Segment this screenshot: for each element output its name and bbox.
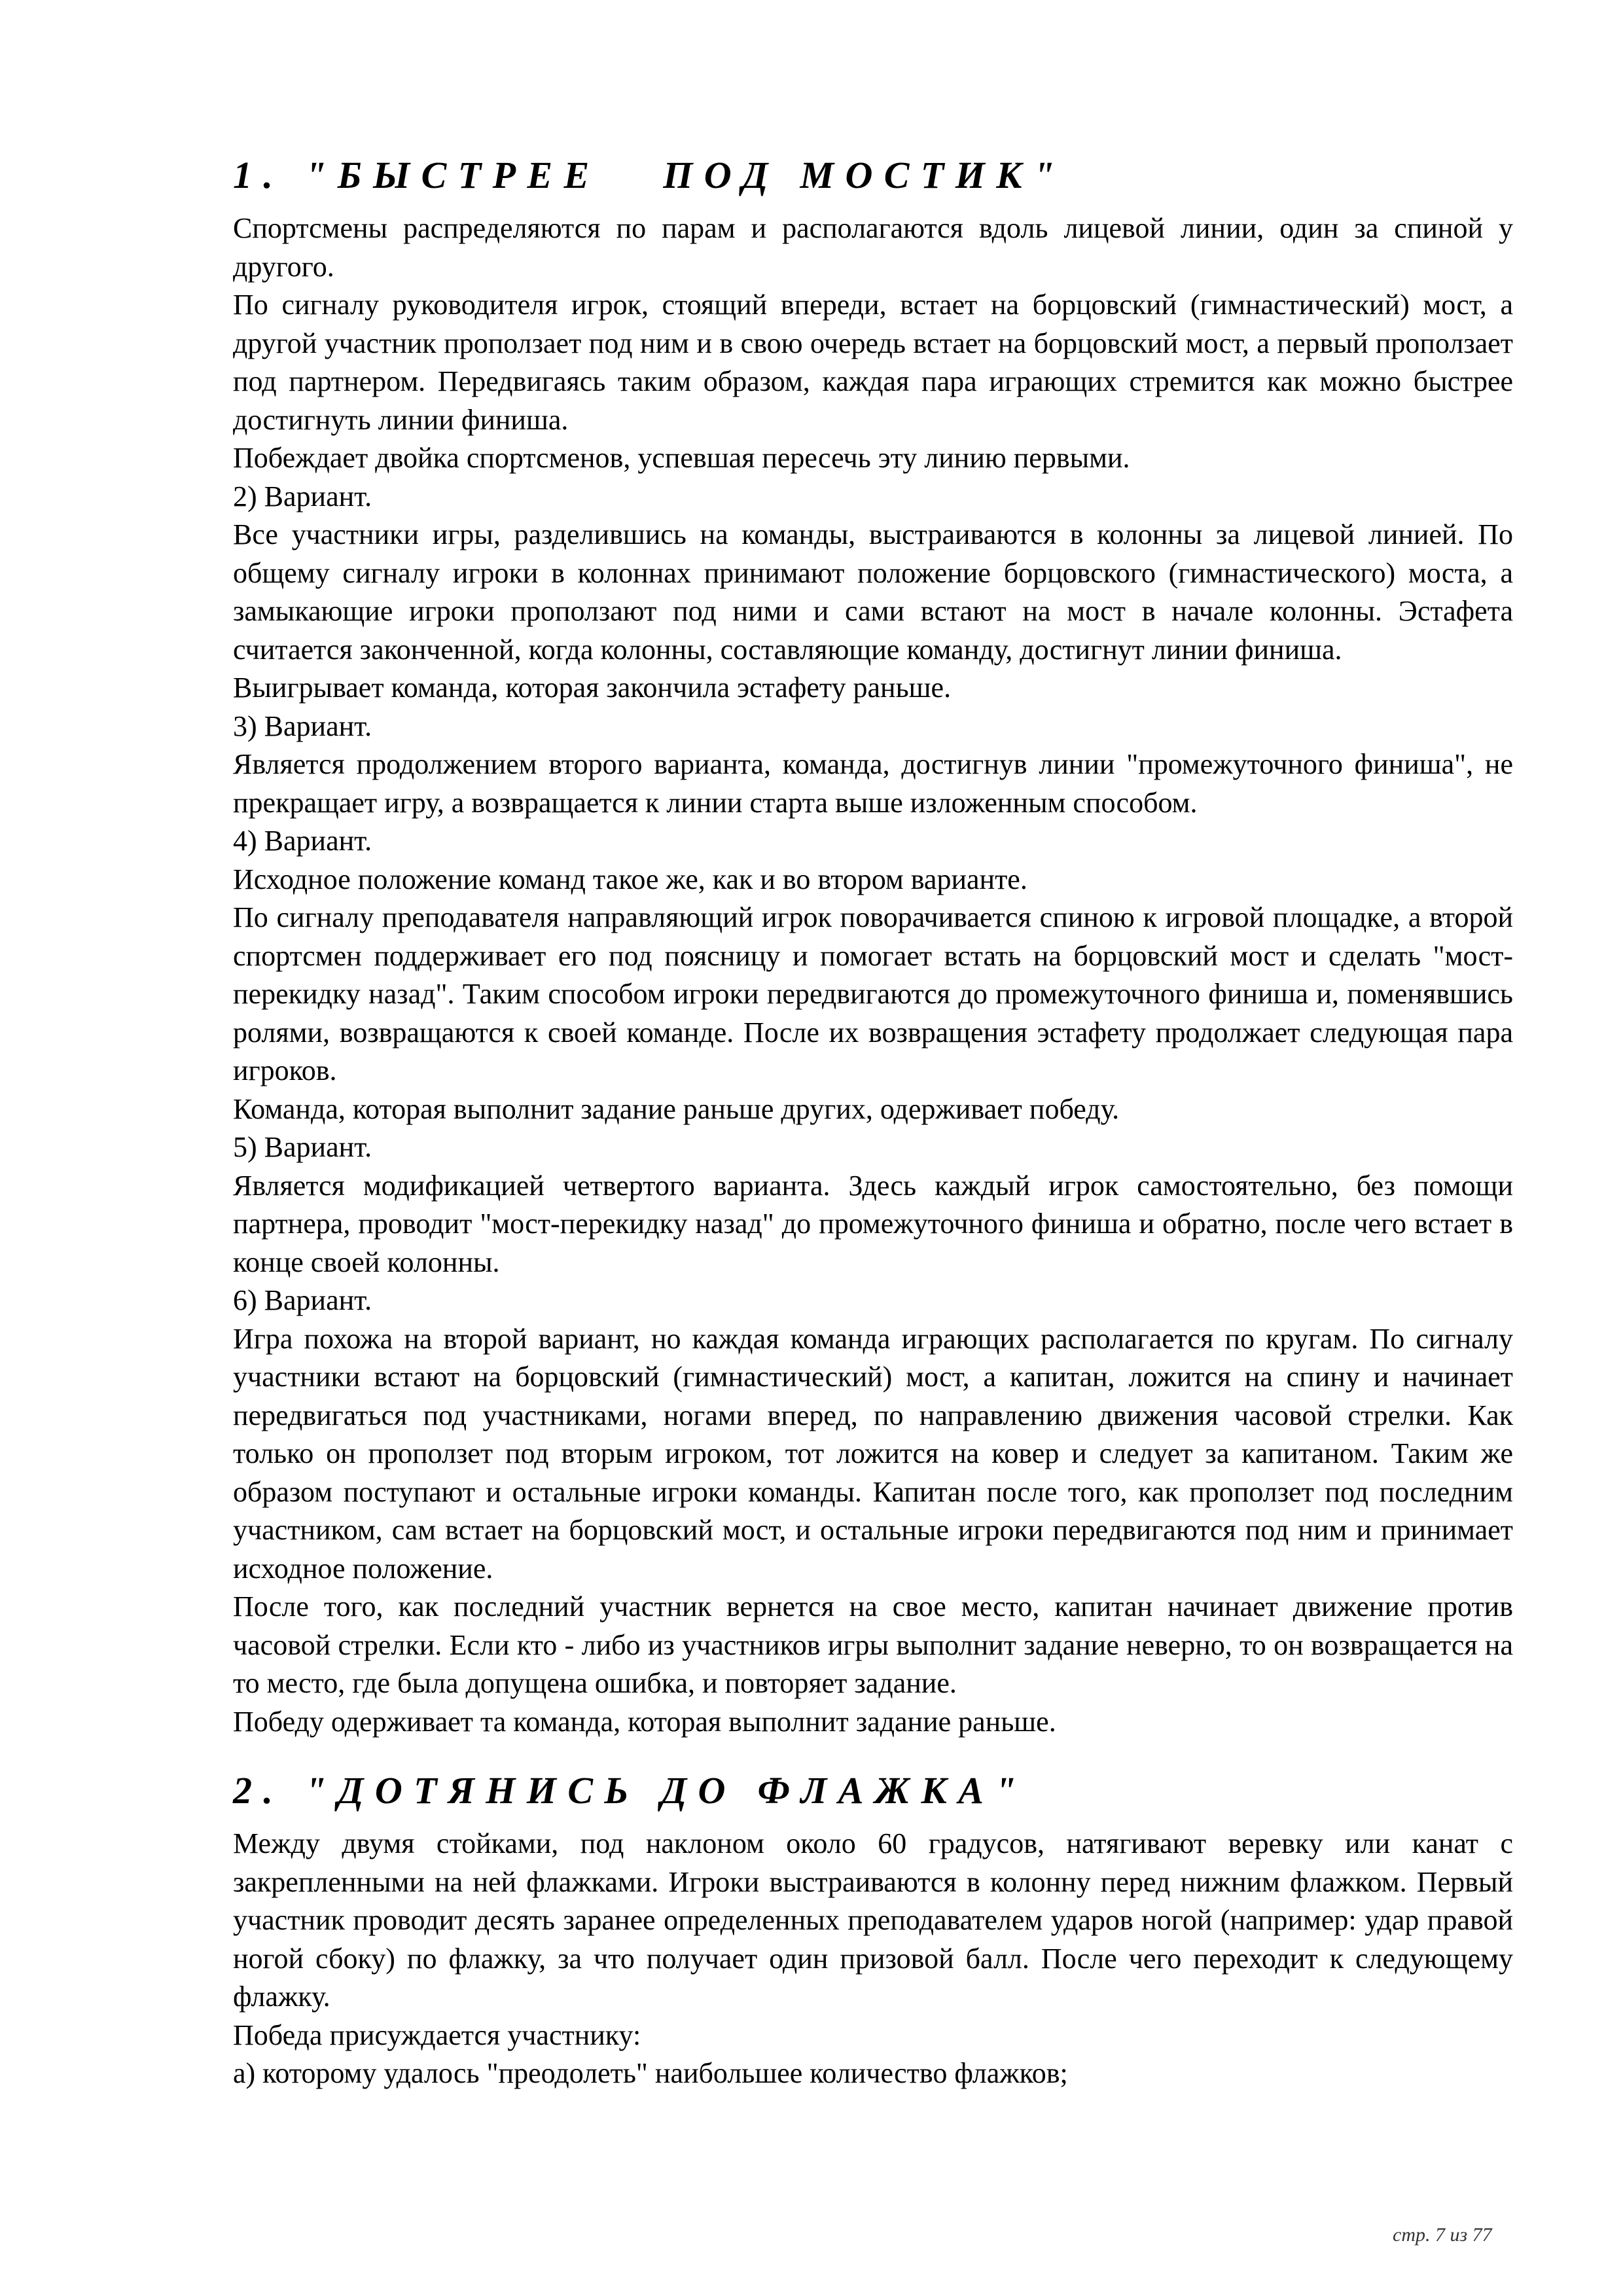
- paragraph: Победа присуждается участнику:: [233, 2018, 641, 2051]
- paragraph: Побеждает двойка спортсменов, успевшая пересечь эту линию первыми.: [233, 442, 1130, 474]
- paragraph: Является продолжением второго варианта, команда, достигнув линии "промежуточного финиша", не прекращает игру, а возвращается к линии старта выше изложенным способом.: [233, 748, 1513, 819]
- paragraph: Все участники игры, разделившись на команды, выстраиваются в колонны за лицевой линией. По общему сигналу игроки в колоннах принимают положение борцовского (гимнастического) моста, а замыкающие игроки проползают под ними и сами встают на мост в начале колонны. Эстафета считается законченной, когда колонны, составляющие команду, достигнут линии финиша.: [233, 518, 1513, 666]
- page-number: стр. 7 из 77: [1393, 2224, 1492, 2246]
- paragraph: После того, как последний участник вернется на свое место, капитан начинает движение против часовой стрелки. Если кто - либо из участников игры выполнит задание неверно, то он возвращается на то место, где была допущена ошибка, и повторяет задание.: [233, 1590, 1513, 1699]
- paragraph: По сигналу преподавателя направляющий игрок поворачивается спиною к игровой площадке, а второй спортсмен поддерживает его под поясницу и помогает встать на борцовский мост и сделать "мост-перекидку назад". Таким способом игроки передвигаются до промежуточного финиша и, поменявшись ролями, возвращаются к своей команде. После их возвращения эстафету продолжает следующая пара игроков.: [233, 901, 1513, 1086]
- variant-label: 2) Вариант.: [233, 480, 372, 512]
- paragraph: Спортсмены распределяются по парам и располагаются вдоль лицевой линии, один за спиной у другого.: [233, 212, 1513, 283]
- paragraph: По сигналу руководителя игрок, стоящий впереди, встает на борцовский (гимнастический) мост, а другой участник проползает под ним и в свою очередь встает на борцовский мост, а первый проползает под партнером. Передвигаясь таким образом, каждая пара играющих стремится как можно быстрее достигнуть линии финиша.: [233, 289, 1513, 436]
- section-1-title: 1. "БЫСТРЕЕ ПОД МОСТИК": [233, 154, 1066, 196]
- variant-label: 4) Вариант.: [233, 825, 372, 857]
- section-2-title: 2. "ДОТЯНИСЬ ДО ФЛАЖКА": [233, 1769, 1027, 1812]
- paragraph: Команда, которая выполнит задание раньше других, одерживает победу.: [233, 1092, 1120, 1125]
- document-page: [233, 145, 1513, 2093]
- paragraph: Между двумя стойками, под наклоном около 60 градусов, натягивают веревку или канат с закрепленными на ней флажками. Игроки выстраиваются в колонну перед нижним флажком. Первый участник проводит десять заранее определенных преподавателем ударов ногой (например: удар правой ногой сбоку) по флажку, за что получает один призовой балл. После чего переходит к следующему флажку.: [233, 1827, 1513, 2013]
- paragraph: Игра похожа на второй вариант, но каждая команда играющих располагается по кругам. По сигналу участники встают на борцовский (гимнастический) мост, а капитан, ложится на спину и начинает передвигаться под участниками, ногами вперед, по направлению движения часовой стрелки. Как только он проползет под вторым игроком, тот ложится на ковер и следует за капитаном. Таким же образом поступают и остальные игроки команды. Капитан после того, как проползет под последним участником, сам встает на борцовский мост, и остальные игроки передвигаются под ним и принимает исходное положение.: [233, 1322, 1513, 1585]
- variant-label: 6) Вариант.: [233, 1284, 372, 1316]
- list-item: а) которому удалось "преодолеть" наибольшее количество флажков;: [233, 2057, 1068, 2089]
- paragraph: Является модификацией четвертого варианта. Здесь каждый игрок самостоятельно, без помощи партнера, проводит "мост-перекидку назад" до промежуточного финиша и обратно, после чего встает в конце своей колонны.: [233, 1169, 1513, 1278]
- variant-label: 3) Вариант.: [233, 709, 372, 742]
- variant-label: 5) Вариант.: [233, 1131, 372, 1163]
- paragraph: Исходное положение команд такое же, как и во втором варианте.: [233, 863, 1027, 895]
- paragraph: Победу одерживает та команда, которая выполнит задание раньше.: [233, 1705, 1056, 1738]
- paragraph: Выигрывает команда, которая закончила эстафету раньше.: [233, 672, 952, 704]
